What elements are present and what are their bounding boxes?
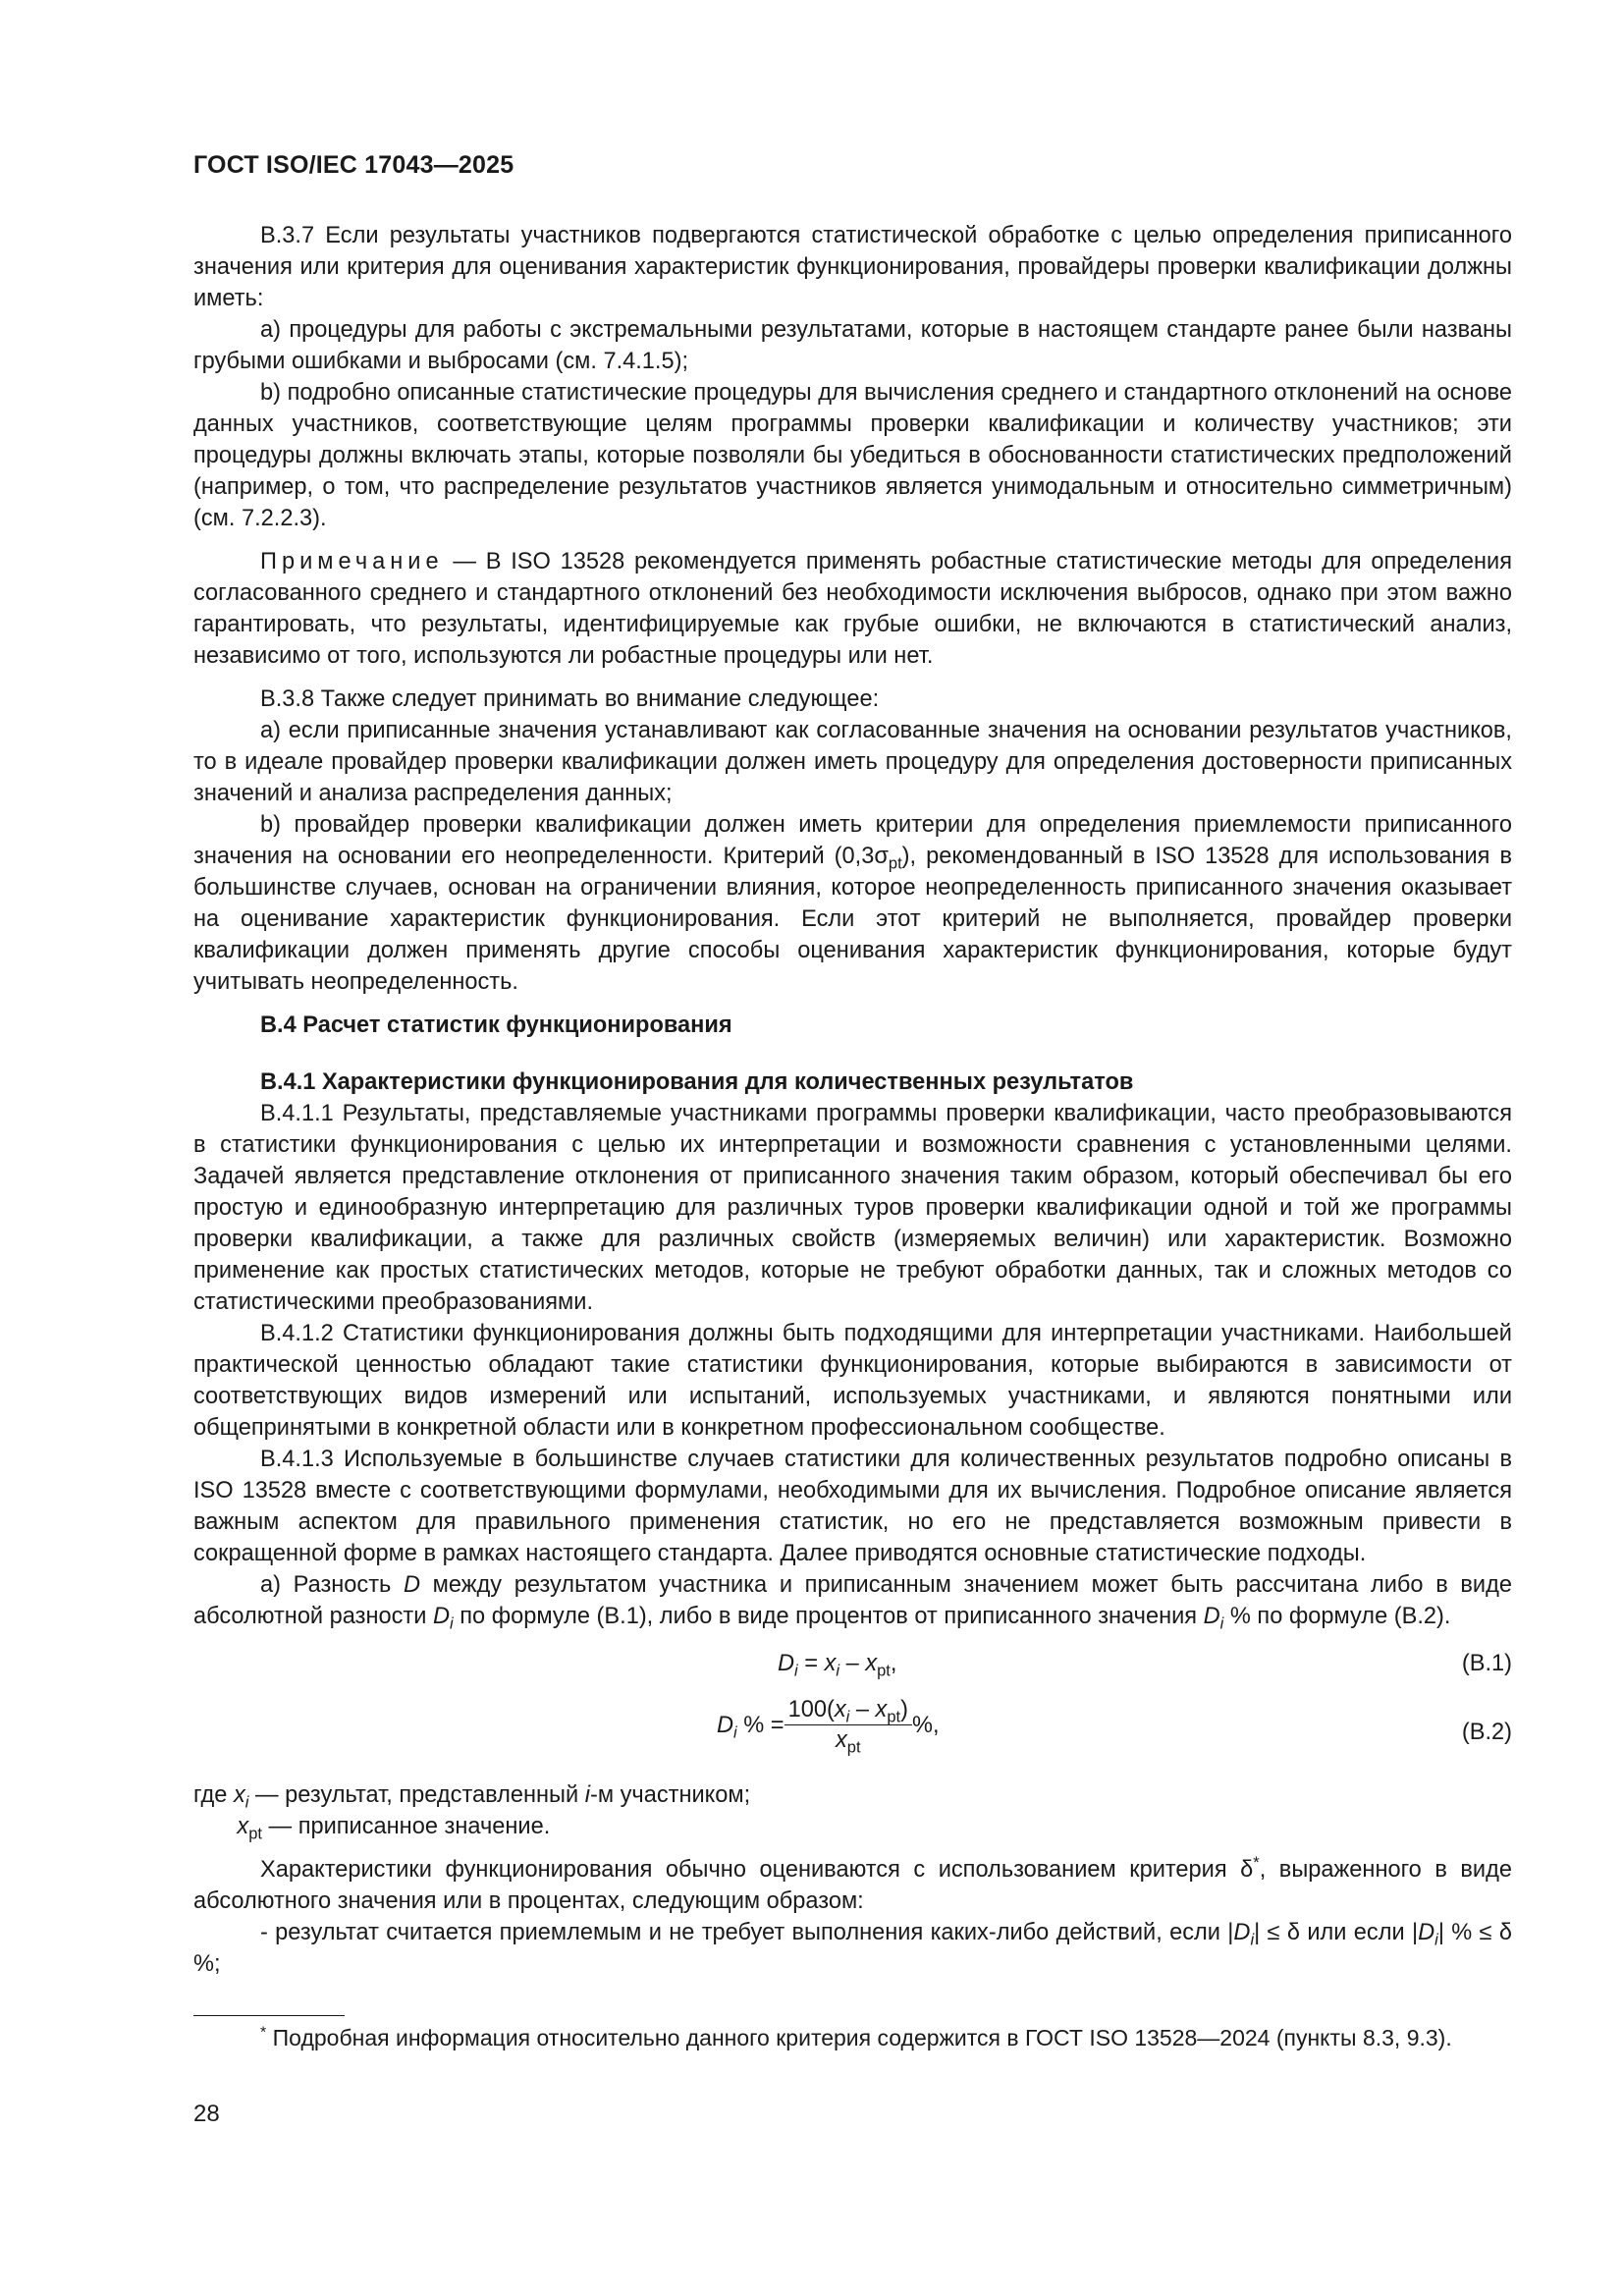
equation-b1 <box>193 1648 1512 1695</box>
equation-b2-fraction: $\frac{100(x_i - x_{pt})}{x_{pt}}$ <box>784 1695 912 1755</box>
where-row-xi: где $x_i$ — результат, представленный i-м участником; <box>193 1782 751 1812</box>
b38-intro: B.3.8 Также следует принимать во внимание следующее: <box>260 686 880 712</box>
criterion-paragraph: Характеристики функционирования обычно оцениваются с использованием критерия δ*, выраженного в виде абсолютного значения или в процентах, следующим образом: <box>193 1853 1512 1914</box>
equation-b2 <box>193 1695 1512 1779</box>
page-number: 28 <box>193 2101 220 2127</box>
b412-paragraph: B.4.1.2 Статистики функционирования должны быть подходящими для интерпретации участниками. Наибольшей практической ценностью обладают такие статистики функционирования, которые выбираются в зависимости от соответствующих видов измерений или испытаний, используемых участниками, и являются понятными или общепринятыми в конкретной области или в конкретном профессиональном сообществе. <box>193 1321 1512 1441</box>
equation-b2-number: (B.2) <box>1461 1720 1512 1745</box>
equation-b1-number: (B.1) <box>1461 1651 1512 1676</box>
b413-paragraph: B.4.1.3 Используемые в большинстве случаев статистики для количественных результатов подробно описаны в ISO 13528 вместе с соответствующими формулами, необходимыми для их вычисления. Подробное описание является важным аспектом для правильного применения статистик, но его не представляется возможным привести в сокращенной форме в рамках настоящего стандарта. Далее приводятся основные статистические подходы. <box>193 1447 1512 1566</box>
section-b41-title: B.4.1 Характеристики функционирования для количественных результатов <box>260 1069 1134 1095</box>
b37-intro: B.3.7 Если результаты участников подвергаются статистической обработке с целью определения приписанного значения или критерия для оценивания характеристик функционирования, провайдеры проверки квалификации должны иметь: <box>193 223 1512 311</box>
where-block <box>193 1779 1512 1842</box>
b38-item-a: a) если приписанные значения устанавливают как согласованные значения на основании результатов участников, то в идеале провайдер проверки квалификации должен иметь процедуру для определения достоверности приписанных значений и анализа распределения данных; <box>193 718 1512 806</box>
equation-b1-formula: $D_i = x_i - x_{pt}$, <box>778 1651 897 1680</box>
footnote-separator <box>193 2015 345 2016</box>
footnote: * Подробная информация относительно данного критерия содержится в ГОСТ ISO 13528—2024 (пункты 8.3, 9.3). <box>260 2023 1452 2050</box>
main-content <box>193 220 1512 1980</box>
note-paragraph <box>193 546 1512 672</box>
item-a-paragraph: a) Разность D между результатом участника и приписанным значением может быть рассчитана либо в виде абсолютной разности $D_i$ по формуле (B.1), либо в виде процентов от приписанного значения $D_i$ % по формуле (B.2). <box>193 1572 1512 1633</box>
document-header: ГОСТ ISO/IEC 17043—2025 <box>193 151 514 179</box>
b37-item-a: a) процедуры для работы с экстремальными результатами, которые в настоящем стандарте ранее были названы грубыми ошибками и выбросами (см. 7.4.1.5); <box>193 317 1512 374</box>
equation-b2-formula: $D_i$ % = $\frac{100(x_i - x_{pt})}{x_{pt}}$ %, <box>717 1697 940 1757</box>
b37-item-b: b) подробно описанные статистические процедуры для вычисления среднего и стандартного отклонений на основе данных участников, соответствующие целям программы проверки квалификации и количеству участников; эти процедуры должны включать этапы, которые позволяли бы убедиться в обоснованности статистических предположений (например, о том, что распределение результатов участников является унимодальным и относительно симметричным) (см. 7.2.2.3). <box>193 380 1512 531</box>
bullet-acceptable: - результат считается приемлемым и не требует выполнения каких-либо действий, если $|D_i| \le \delta$ или если $|D_i|$ % ≤ δ %; <box>193 1920 1513 1977</box>
section-b4-title: B.4 Расчет статистик функционирования <box>260 1012 732 1038</box>
note-text: — В ISO 13528 рекомендуется применять робастные статистические методы для определения согласованного среднего и стандартного отклонений без необходимости исключения выбросов, однако при этом важно гарантировать, что результаты, идентифицируемые как грубые ошибки, не включаются в статистический анализ, независимо от того, используются ли робастные процедуры или нет. <box>193 549 1512 669</box>
where-row-xpt: $x_{pt}$ — приписанное значение. <box>237 1814 551 1843</box>
b411-paragraph: B.4.1.1 Результаты, представляемые участниками программы проверки квалификации, часто преобразовываются в статистики функционирования с целью их интерпретации и возможности сравнения с установленными целями. Задачей является представление отклонения от приписанного значения таким образом, который обеспечивал бы его простую и единообразную интерпретацию для различных туров проверки квалификации одной и той же программы проверки квалификации, а также для различных свойств (измеряемых величин) или характеристик. Возможно применение как простых статистических методов, которые не требуют обработки данных, так и сложных методов со статистическими преобразованиями. <box>193 1101 1512 1315</box>
b38-item-b: b) провайдер проверки квалификации должен иметь критерии для определения приемлемости приписанного значения на основании его неопределенности. Критерий $(0,3\sigma_{pt})$, рекомендованный в ISO 13528 для использования в большинстве случаев, основан на ограничении влияния, которое неопределенность приписанного значения оказывает на оценивание характеристик функционирования. Если этот критерий не выполняется, провайдер проверки квалификации должен применять другие способы оценивания характеристик функционирования, которые будут учитывать неопределенность. <box>193 812 1512 995</box>
note-label: Примечание <box>260 549 444 574</box>
